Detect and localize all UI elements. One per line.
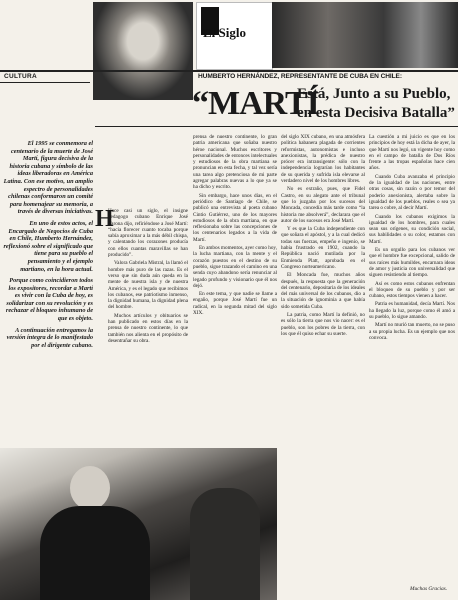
body-paragraph: Muchos artículos y obituarios se han publicado en estos días en la prensa de nuestro continente, lo que también nos alienta en el propósito de desentrañar su obra. bbox=[108, 312, 188, 344]
body-column-4 bbox=[369, 134, 455, 584]
body-paragraph: Es un orgullo para los cubanos ver que el hombre fue excepcional, salido de sus raíces más humildes, encarnara ideas de amor y justicia con universalidad que siguen resistiendo al tiempo. bbox=[369, 247, 455, 279]
body-column-2 bbox=[193, 134, 277, 448]
headline-underline bbox=[95, 126, 458, 127]
sidebar-intro bbox=[3, 140, 93, 440]
section-label: CULTURA bbox=[4, 73, 38, 80]
sidebar-paragraph: En uno de estos actos, el Encargado de Negocios de Cuba en Chile, Humberto Hernández, reflexionó sobre el significado que tiene para su pueblo el pensamiento y el ejemplo martiano, en la hora actual. bbox=[3, 219, 93, 273]
masthead-strip-photo bbox=[272, 2, 458, 68]
sidebar-paragraph: Porque como coincidieron todos los expositores, recordar a Martí es vivir con la Cuba de hoy, es solidarizar con su revolución y es rechazar el bloqueo inhumano de que es objeto. bbox=[5, 277, 93, 323]
body-paragraph: Y es que la Cuba independiente con que soñara el apóstol, y a la cual dedicó todas sus fuerzas, empeño e ingenio, se había frustrado en 1902, cuando la República nació mutilada por la Enmienda Platt, aprobada en el Congreso norteamericano. bbox=[281, 226, 365, 270]
body-paragraph: La patria, como Martí la definió, no es sólo la tierra que nos vio nacer: es el pueblo, son los pobres de la tierra, con los que él quiso echar su suerte. bbox=[281, 312, 365, 337]
body-paragraph: Patria es humanidad, decía Martí. Nos ha llegado la luz, porque como él amó a su pueblo, lo sigue amando. bbox=[369, 301, 455, 321]
photo-figure-right bbox=[190, 488, 260, 600]
body-paragraph: Martí no murió tan muerto, no se puso a su propia lucha. Es un ejemplo que nos convoca. bbox=[369, 322, 455, 341]
section-underline bbox=[0, 82, 90, 83]
photo-figure-head bbox=[70, 466, 110, 510]
body-column-3 bbox=[281, 134, 365, 596]
body-paragraph: La cuestión a mi juicio es que en los principios de hoy está la dicha de ayer, la que Martí nos legó, un vigente hoy como en el campo de batalla de Dos Ríos frente a las tropas españolas hace cien años. bbox=[369, 134, 455, 172]
body-paragraph: Hace casi un siglo, el insigne pedagogo cubano Enrique José Varona dijo, refiriéndose a José Martí: “hacía florecer cuanto tocaba porque sabía aproximar a la más débil chispa, y calentando los corazones producía con ellos cuantas maravillas se han producido”. bbox=[108, 208, 188, 259]
logo-text: El Siglo bbox=[203, 25, 246, 40]
body-paragraph: El Moncada fue, muchos años después, la respuesta que la generación del centenario, depositaria de los ideales del más universal de los cubanos, dio a la situación de ignominia a que había sido sometida Cuba. bbox=[281, 272, 365, 310]
marti-portrait-photo bbox=[93, 2, 193, 100]
headline-quote-word: “MARTÍ bbox=[192, 85, 319, 122]
body-paragraph: En ambos momentos, ayer como hoy, la lucha martiana, con la mente y el corazón puestos en el destino de su pueblo, sigue trazando el camino en una senda cuyo abandono sería renunciar al legado profundo y visionario que él nos dejó. bbox=[193, 245, 277, 289]
closing-line: Muchas Gracias. bbox=[410, 586, 448, 592]
body-paragraph: prensa de nuestro continente, lo gran patria americana que soñaba nuestro héroe nacional. Muchos escritores y personalidades de entonces intelectuales y estudiosos de la obra martiana se pronuncian en esta fecha, y tal vez sería una tarea algo pretenciosa de mi parte agregar palabras nuevas a lo que ya se ha dicho y escrito. bbox=[193, 134, 277, 191]
body-paragraph: No es extraño, pues, que Fidel Castro, en su alegato ante el tribunal que lo juzgaba por los sucesos del Moncada, concedía más tarde como “la historia me absolverá”, declarara que el autor de los sucesos era José Martí. bbox=[281, 186, 365, 224]
masthead-logo bbox=[196, 2, 273, 70]
kicker: HUMBERTO HERNÁNDEZ, REPRESENTANTE DE CUBA EN CHILE: bbox=[198, 73, 402, 80]
drop-cap: H bbox=[95, 206, 114, 232]
body-paragraph: En este tema, y que nadie se llame a engaño, porque José Martí fue un radical, en la segunda mitad del siglo XIX. bbox=[193, 291, 277, 317]
body-paragraph: Cuando Cuba avanzaba el principio de la igualdad de las naciones, entre otras cosas, sin razón o por temor del poderío anexionista, alertaba sobre la igualdad de los pueblos, reales o sea ya tarea o cobre, al decir Martí. bbox=[369, 173, 455, 212]
top-rule bbox=[0, 70, 458, 72]
body-paragraph: Cuando los cubanos exigimos la igualdad de los hombres, para cuales sean sus orígenes, su condición social, sus habilidades o su color, estamos con Martí. bbox=[369, 213, 455, 245]
body-column-1 bbox=[108, 208, 188, 448]
photo-figure-body bbox=[40, 506, 150, 600]
hernandez-photo bbox=[0, 448, 277, 600]
top-left-blank bbox=[0, 0, 92, 72]
body-paragraph: Valora Gabriela Mistral, la llamó el hombre más puro de las razas. Es el verso que sin duda aún queda en la mente de nuestra isla y de nuestra América, y es el legado que recibimos los cubanos, ese patriotismo inmenso, la dignidad humana, la dignidad plena del hombre. bbox=[108, 260, 188, 311]
sidebar-paragraph: El 1995 se conmemora el centenario de la muerte de José Martí, figura decisiva de la historia cubana y símbolo de las ideas liberadoras en América Latina. Con ese motivo, un amplio espectro de personalidades chilenas conformaron un comité para homenajear su memoria, a través de diversas iniciativas. bbox=[3, 140, 93, 216]
headline-line2: en esta Decisiva Batalla” bbox=[297, 105, 455, 121]
sidebar-paragraph: A continuación entregamos la versión íntegra de lo manifestado por el dirigente cubano. bbox=[6, 326, 93, 349]
body-paragraph: Así es como estos cubanos enfrentan el bloqueo de su pueblo y por ser cubano, estos tiempos vienen a hacer. bbox=[369, 280, 455, 300]
body-paragraph: del siglo XIX cubano, en una atmósfera política habanera plagada de corrientes reformistas, autonomistas e incluso anexionistas, la prédica de nuestro prócer era intransigente: sólo con la independencia lograrían los habitantes de su querida y sufrida isla elevarse al verdadero nivel de los hombres libres. bbox=[281, 134, 365, 185]
headline-line1: Está, Junto a su Pueblo, bbox=[297, 86, 451, 102]
body-paragraph: Sin embargo, hace unos días, en el periódico de Santiago de Chile, se publicó una entrevista al poeta cubano Cintio Gutiérrez, uno de los mayores estudiosos de la obra martiana, en que reflexionaba sobre las concepciones de los centenarios legados a la vida de Martí. bbox=[193, 192, 277, 243]
